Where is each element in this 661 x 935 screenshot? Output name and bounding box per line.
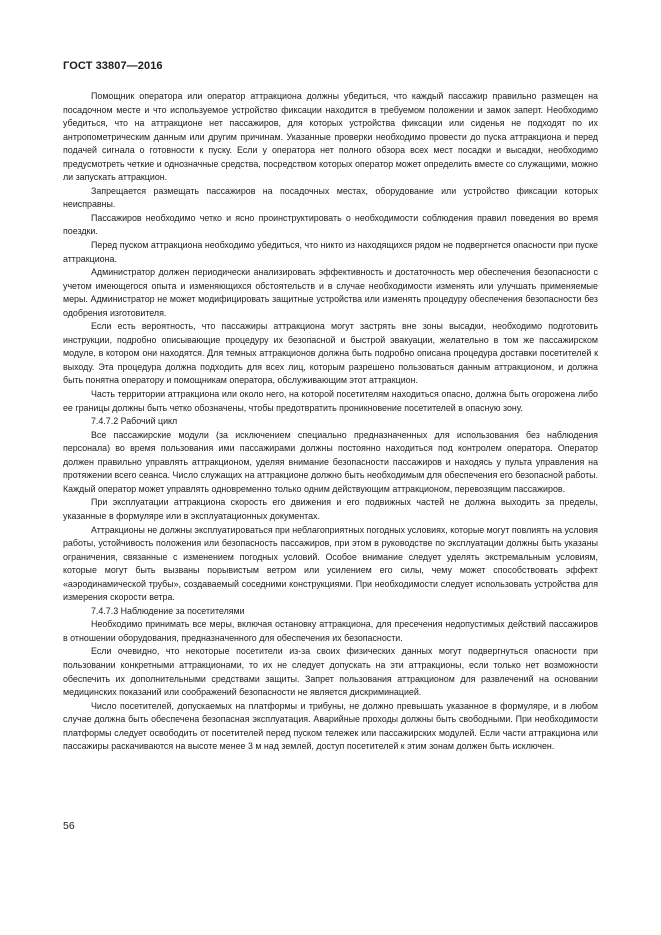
paragraph-passenger-instruction: Пассажиров необходимо четко и ясно проинструктировать о необходимости соблюдения правил поведения во время поездки.	[63, 212, 598, 237]
paragraph-misconduct: Необходимо принимать все меры, включая остановку аттракциона, для пресечения недопустимых действий пассажиров в отношении оборудования, предназначенного для обеспечения их безопасности.	[63, 619, 598, 643]
paragraph-speed-limits: При эксплуатации аттракциона скорость его движения и его подвижных частей не должна выходить за пределы, указанные в формуляре или в эксплуатационных документах.	[63, 497, 598, 521]
document-body	[63, 90, 598, 754]
page-header-standard-code: ГОСТ 33807—2016	[63, 60, 163, 72]
paragraph-operator-check: Помощник оператора или оператор аттракциона должны убедиться, что каждый пассажир правильно размещен на посадочном месте и что используемое устройство фиксации находится в требуемом положении и замок заперт. Необходимо убедиться, что на аттракционе нет пассажиров, для которых устройства фиксации или сиденья не подходят по их антропометрическим данным или другим причинам. Указанные проверки необходимо провести до пуска аттракциона и перед подачей сигнала о готовности к пуску. Если у оператора нет полного обзора всех мест посадки и высадки, необходимо предусмотреть четкие и однозначные средства, посредством которых оператор может определить вместе со служащими, можно ли запускать аттракцион.	[63, 91, 598, 183]
paragraph-platform-capacity: Число посетителей, допускаемых на платформы и трибуны, не должно превышать указанное в формуляре, и в любом случае должна быть обеспечена безопасная эксплуатация. Аварийные проходы должны быть свободными. При необходимости платформы следует освободить от посетителей перед пуском тележек или пассажирских модулей. Если части аттракциона или пассажиры раскачиваются на высоте менее 3 м над землей, доступ посетителей к этим зонам должен быть исключен.	[63, 700, 598, 752]
paragraph-prestart-check: Перед пуском аттракциона необходимо убедиться, что никто из находящихся рядом не подвергнется опасности при пуске аттракциона.	[63, 240, 598, 264]
paragraph-evacuation: Если есть вероятность, что пассажиры аттракциона могут застрять вне зоны высадки, необходимо подготовить инструкции, подробно описывающие процедуру их безопасной и быстрой эвакуации, желательно в том же пассажирском модуле, в котором они находятся. Для темных аттракционов должна быть подробно описана процедура доставки посетителей к выходу. Эта процедура должна подходить для всех лиц, которым разрешено пользоваться данным аттракционом, и должна быть понятна оператору и помощникам оператора, обслуживающим этот аттракцион.	[63, 321, 598, 386]
paragraph-danger-zone: Часть территории аттракциона или около него, на которой посетителям находиться опасно, должна быть огорожена либо ее границы должны быть четко обозначены, чтобы предотвратить проникновение посетителей в опасную зону.	[63, 389, 598, 413]
section-heading-visitor-observation: 7.4.7.3 Наблюдение за посетителями	[91, 605, 245, 616]
paragraph-physical-restrictions: Если очевидно, что некоторые посетители из-за своих физических данных могут подвергнуться опасности при пользовании конкретными аттракционами, то их не следует допускать на эти аттракционы, если только нет возможности обеспечить их дополнительными средствами защиты. Запрет пользования аттракционом для развлечений на основании медицинских показаний или соображений безопасности не является дискриминацией.	[63, 646, 598, 698]
paragraph-administrator-review: Администратор должен периодически анализировать эффективность и достаточность мер обеспечения безопасности с учетом имеющегося опыта и изменяющихся обстоятельств и в случае необходимости изменять или улучшать применяемые меры. Администратор не может модифицировать защитные устройства или изменять процедуру обеспечения безопасности без одобрения изготовителя.	[63, 267, 598, 318]
paragraph-operator-control: Все пассажирские модули (за исключением специально предназначенных для использования без наблюдения персонала) во время пользования ими пассажирами должны постоянно находиться под контролем оператора. Оператор должен правильно управлять аттракционом, уделяя внимание безопасности пассажиров и находясь у пульта управления на протяжении всего сеанса. Число служащих на аттракционе должно быть необходимым для обеспечения его безопасной работы. Каждый оператор может управлять одновременно только одним действующим аттракционом, перевозящим пассажиров.	[63, 429, 598, 494]
paragraph-seating-ban: Запрещается размещать пассажиров на посадочных местах, оборудование или устройство фиксации которых неисправны.	[63, 185, 598, 210]
section-heading-work-cycle: 7.4.7.2 Рабочий цикл	[91, 416, 178, 427]
paragraph-weather: Аттракционы не должны эксплуатироваться при неблагоприятных погодных условиях, которые могут повлиять на условия работы, устойчивость положения или безопасность пассажиров, при этом в руководстве по эксплуатации должны быть указаны ограничения, связанные с изменением погодных условий. Особое внимание следует уделять экстремальным условиям, которые могут быть вызваны порывистым ветром или усилением его силы, чему может способствовать эффект «аэродинамической трубы», создаваемый соседними конструкциями. При необходимости следует использовать устройства для измерения скорости ветра.	[63, 524, 598, 603]
page-number: 56	[63, 820, 75, 832]
